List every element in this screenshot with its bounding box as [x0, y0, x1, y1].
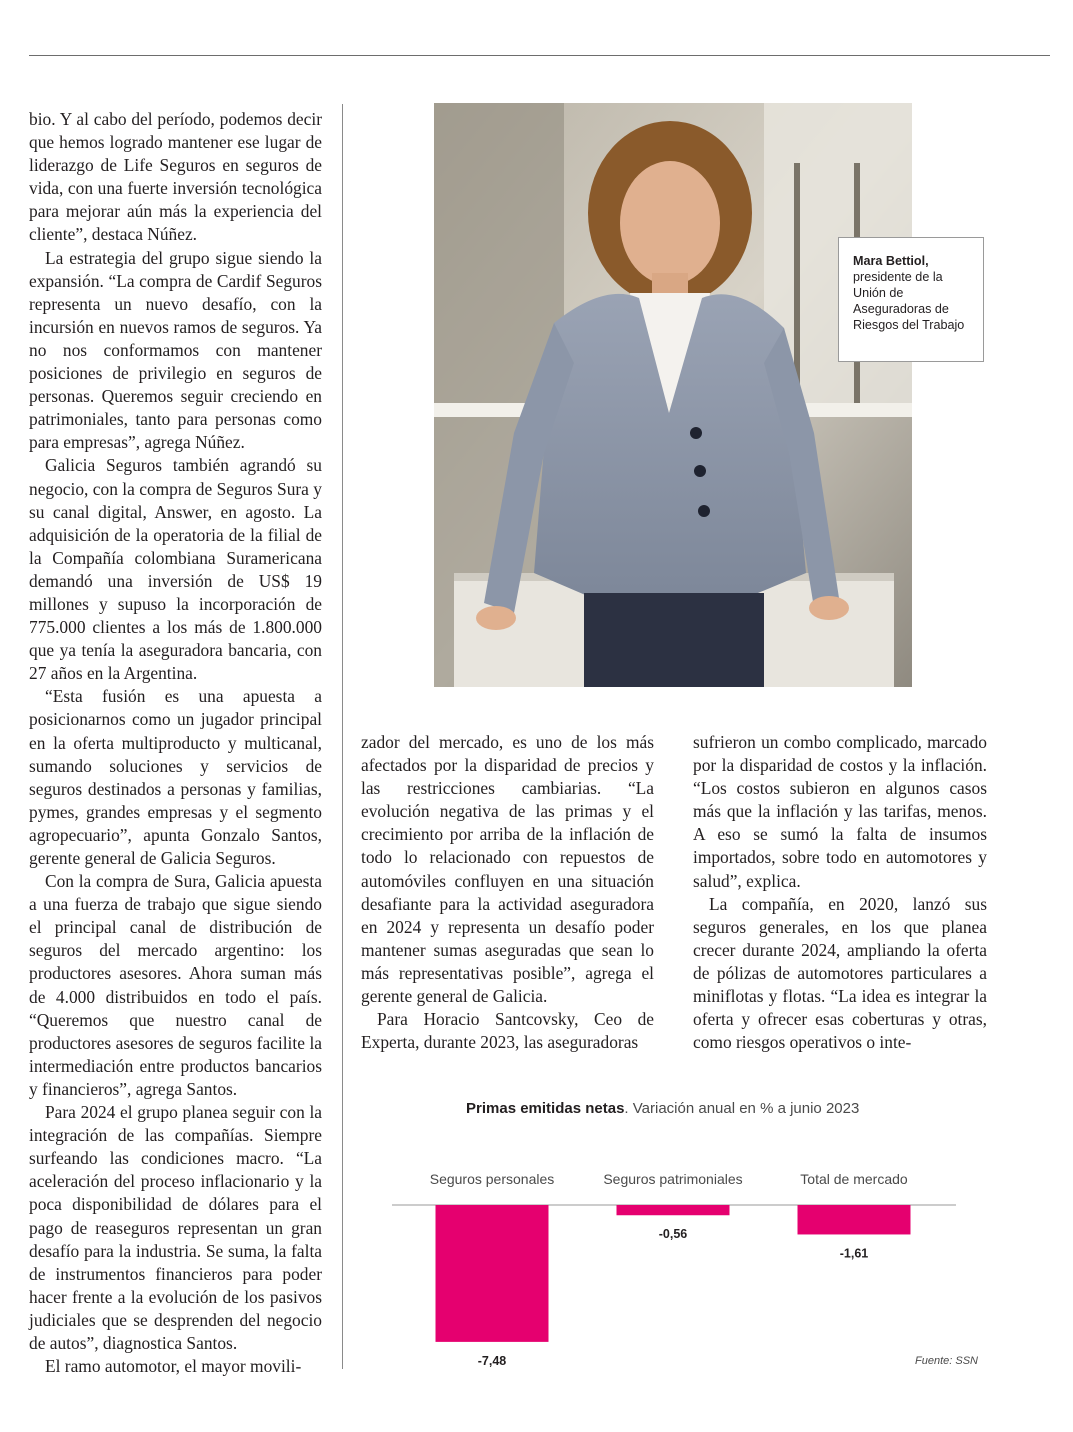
- paragraph: El ramo automotor, el mayor movili-: [45, 1356, 302, 1377]
- chart-bar: [617, 1205, 730, 1215]
- category-label: Seguros patrimoniales: [603, 1171, 743, 1187]
- paragraph: Para 2024 el grupo planea seguir con la integración de las compañías. Siempre surfeando las condiciones macro. “La aceleración del proceso inflacionario y la poca disponibilidad de dólares para el pago de reaseguros representan un gran desafío para la industria. Se suma, la falta de instrumentos financieros para poder hacer frente a la evolución de los pasivos judiciales que se desprenden del negocio de autos”, diagnostica Santos.: [29, 1102, 322, 1353]
- paragraph: Galicia Seguros también agrandó su negocio, con la compra de Seguros Sura y su canal digital, Answer, en agosto. La adquisición de la operatoria de la filial de la Compañía colombiana Suramericana demandó una inversión de US$ 19 millones y supuso la incorporación de 775.000 clientes a los más de 1.800.000 que ya tenía la aseguradora bancaria, con 27 años en la Argentina.: [29, 455, 322, 684]
- caption-name: Mara Bettiol,: [853, 254, 929, 268]
- caption-role: presidente de la Unión de Aseguradoras de Riesgos del Trabajo: [853, 270, 965, 332]
- paragraph: La compañía, en 2020, lanzó sus seguros generales, en los que planea crecer durante 2024, ampliando la oferta de pólizas de automotores particulares a miniflotas y flotas. “La idea es integrar la oferta y ofrecer esas coberturas y otras, como riesgos operativos o inte-: [693, 893, 987, 1053]
- portrait-photo: [434, 103, 912, 687]
- paragraph: sufrieron un combo complicado, marcado por la disparidad de costos y la inflación. “Los costos subieron en algunos casos más que la inflación y las tarifas, menos. A eso se sumó la falta de insumos importados, sobre todo en automotores y salud”, explica.: [693, 732, 987, 891]
- category-label: Seguros personales: [429, 1171, 555, 1187]
- chart-bar: [798, 1205, 911, 1234]
- chart-bar: [436, 1205, 549, 1342]
- paragraph: La estrategia del grupo sigue siendo la expansión. “La compra de Cardif Seguros representa un nuevo desafío, con la incursión en nuevos ramos de seguros. Ya no nos conformamos con mantener posiciones de privilegio en seguros de personas. Queremos seguir creciendo en patrimoniales, tanto para personas como para empresas”, agrega Núñez.: [29, 247, 322, 453]
- bar-value-label: -1,61: [839, 1246, 869, 1261]
- bar-value-label: -0,56: [658, 1227, 688, 1242]
- premiums-chart: [355, 1090, 995, 1380]
- category-label: Total de mercado: [800, 1171, 908, 1187]
- bar-value-label: -7,48: [477, 1353, 507, 1368]
- column-divider: [342, 104, 343, 1369]
- article-column-2: [361, 731, 654, 1054]
- article-column-1: [29, 108, 322, 1378]
- top-rule: [29, 55, 1050, 56]
- paragraph: Con la compra de Sura, Galicia apuesta a una fuerza de trabajo que sigue siendo el principal canal de distribución de seguros del mercado argentino: los productores asesores. Ahora suman más de 4.000 distribuidos en todo el país. “Queremos que nuestro canal de productores asesores de seguros facilite la intermediación entre productos bancarios y financieros”, agrega Santos.: [29, 871, 322, 1099]
- chart-subtitle: . Variación anual en % a junio 2023: [624, 1100, 860, 1117]
- paragraph: bio. Y al cabo del período, podemos decir que hemos logrado mantener ese lugar de liderazgo de Life Seguros en seguros de vida, con una fuerte inversión tecnológica para mejorar aún más la experiencia del cliente”, destaca Núñez.: [29, 109, 322, 245]
- chart-title-main: Primas emitidas netas: [466, 1100, 625, 1117]
- paragraph: zador del mercado, es uno de los más afectados por la disparidad de precios y las restricciones cambiarias. “La evolución negativa de las primas y el crecimiento por arriba de la inflación de todo lo relacionado con repuestos de automóviles confluyen en una situación desafiante para la actividad aseguradora en 2024 y representa un desafío poder mantener sumas aseguradas que sean lo más representativas posible”, agrega el gerente general de Galicia.: [361, 732, 654, 1007]
- chart-source: Fuente: SSN: [915, 1355, 978, 1367]
- paragraph: “Esta fusión es una apuesta a posicionarnos como un jugador principal en la oferta multiproducto y multicanal, sumando soluciones y servicios de seguros destinados a personas y familias, pymes, grandes empresas y el segmento agropecuario”, apunta Gonzalo Santos, gerente general de Galicia Seguros.: [29, 686, 322, 868]
- photo-caption: [838, 237, 984, 362]
- paragraph: Para Horacio Santcovsky, Ceo de Experta, durante 2023, las aseguradoras: [361, 1009, 654, 1053]
- article-column-3: [693, 731, 987, 1054]
- chart-plot: [355, 1090, 995, 1380]
